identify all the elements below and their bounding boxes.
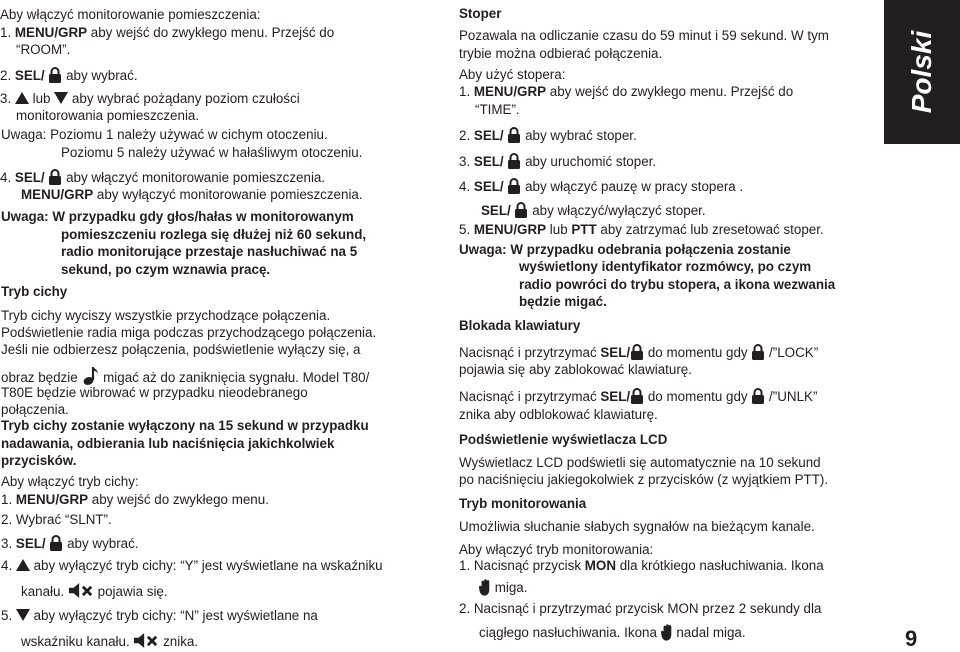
room-warning-line-1 bbox=[1, 209, 354, 225]
silent-text-4 bbox=[1, 366, 369, 386]
text-segment: 1. Nacisnąć przycisk bbox=[459, 558, 585, 573]
lock-icon bbox=[49, 535, 63, 551]
backlight-text-1 bbox=[459, 455, 821, 471]
text-segment: PTT bbox=[571, 222, 597, 237]
text-segment: monitorowania pomieszczenia. bbox=[16, 108, 200, 123]
text-segment: SEL/ bbox=[600, 345, 631, 360]
monitor-step-1 bbox=[459, 558, 824, 574]
lock-icon bbox=[751, 344, 765, 360]
keypad-lock-text-1 bbox=[459, 344, 818, 361]
text-segment: MENU/GRP bbox=[473, 84, 547, 99]
text-segment: po naciśnięciu jakiegokolwiek z przycisków (z wyjątkiem PTT). bbox=[459, 472, 829, 487]
stopwatch-intro bbox=[459, 67, 565, 83]
silent-text-3 bbox=[1, 342, 361, 358]
page-number: 9 bbox=[905, 626, 918, 651]
lock-icon bbox=[630, 388, 644, 404]
text-segment: Uwaga: W przypadku gdy głos/hałas w monitorowanym bbox=[1, 209, 354, 224]
text-segment: Stoper bbox=[459, 6, 502, 21]
monitor-mode-heading bbox=[459, 496, 586, 512]
silent-step-5-cont bbox=[21, 632, 198, 650]
text-segment: 1. bbox=[459, 84, 474, 99]
up-arrow-icon bbox=[15, 92, 29, 104]
monitor-step-1-cont bbox=[479, 578, 527, 596]
text-segment: 2. Nacisnąć i przytrzymać przycisk MON przez 2 sekundy dla bbox=[459, 601, 822, 616]
lock-icon bbox=[507, 127, 521, 143]
silent-step-4-cont bbox=[21, 582, 168, 600]
lock-icon bbox=[48, 67, 62, 83]
text-segment: trybie można odbierać połączenia. bbox=[459, 46, 663, 61]
silent-bold-1 bbox=[1, 418, 369, 434]
text-segment: Uwaga: W przypadku odebrania połączenia zostanie bbox=[459, 242, 791, 257]
text-segment: Aby włączyć monitorowanie pomieszczenia: bbox=[0, 7, 261, 22]
silent-bold-2 bbox=[1, 436, 334, 452]
silent-step-5 bbox=[1, 608, 318, 624]
silent-text-5 bbox=[1, 385, 308, 401]
text-segment: aby wyłączyć tryb cichy: “N” jest wyświetlane na bbox=[29, 608, 318, 623]
stopwatch-step-4-cont bbox=[481, 202, 706, 219]
silent-bold-3 bbox=[1, 453, 76, 469]
monitor-intro bbox=[459, 542, 653, 558]
text-segment: nadawania, odbierania lub naciśnięcia jakichkolwiek bbox=[1, 436, 335, 451]
text-segment: Aby użyć stopera: bbox=[459, 67, 566, 82]
text-segment: lub bbox=[28, 91, 55, 106]
text-segment: Podświetlenie wyświetlacza LCD bbox=[459, 432, 668, 447]
stopwatch-text-1 bbox=[459, 28, 829, 44]
text-segment: aby włączyć monitorowanie pomieszczenia. bbox=[62, 170, 326, 185]
stopwatch-step-1-cont bbox=[475, 102, 520, 118]
lock-icon bbox=[507, 153, 521, 169]
text-segment: Uwaga: Poziomu 1 należy używać w cichym otoczeniu. bbox=[1, 127, 328, 142]
text-segment: aby włączyć pauzę w pracy stopera . bbox=[521, 179, 744, 194]
text-segment: Jeśli nie odbierzesz połączenia, podświetlenie wyłączy się, a bbox=[1, 342, 361, 357]
room-step-4 bbox=[0, 169, 325, 186]
text-segment: obraz będzie bbox=[1, 370, 82, 385]
text-segment: wyświetlony identyfikator rozmówcy, po czym bbox=[519, 259, 812, 274]
music-note-icon bbox=[81, 366, 99, 386]
text-segment: MENU/GRP bbox=[473, 222, 547, 237]
text-segment: MENU/GRP bbox=[15, 492, 89, 507]
silent-text-1 bbox=[1, 308, 330, 324]
text-segment: Tryb cichy zostanie wyłączony na 15 sekund w przypadku bbox=[1, 418, 369, 433]
text-segment: aby wejść do zwykłego menu. Przejść do bbox=[87, 25, 335, 40]
text-segment: radio monitorujące przestaje nasłuchiwać na 5 bbox=[61, 244, 358, 259]
text-segment: aby wybrać stoper. bbox=[521, 128, 637, 143]
stopwatch-text-2 bbox=[459, 46, 662, 62]
text-segment: aby wyłączyć monitorowanie pomieszczenia. bbox=[93, 187, 363, 202]
text-segment: SEL/ bbox=[600, 389, 631, 404]
stopwatch-warning-2 bbox=[519, 259, 811, 275]
lock-icon bbox=[751, 388, 765, 404]
keypad-lock-heading bbox=[459, 318, 580, 334]
room-step-1 bbox=[0, 25, 334, 41]
room-warning-line-3 bbox=[61, 244, 357, 260]
language-tab bbox=[884, 0, 960, 144]
text-segment: 2. bbox=[459, 128, 474, 143]
text-segment: aby wejść do zwykłego menu. Przejść do bbox=[546, 84, 794, 99]
backlight-heading bbox=[459, 432, 667, 448]
text-segment: pomieszczeniu rozlega się dłużej niż 60 sekund, bbox=[61, 227, 367, 242]
room-note-level-5 bbox=[61, 145, 362, 161]
text-segment: kanału. bbox=[21, 584, 68, 599]
text-segment: SEL/ bbox=[14, 170, 49, 185]
silent-mode-heading bbox=[1, 284, 67, 300]
text-segment: sekund, po czym wznawia pracę. bbox=[61, 262, 271, 277]
room-warning-line-2 bbox=[61, 227, 366, 243]
text-segment: 4. bbox=[459, 179, 474, 194]
text-segment: Pozawala na odliczanie czasu do 59 minut i 59 sekund. W tym bbox=[459, 28, 829, 43]
text-segment: SEL/ bbox=[473, 154, 508, 169]
keypad-lock-text-2 bbox=[459, 362, 692, 378]
room-step-3-cont bbox=[16, 108, 199, 124]
room-monitor-intro bbox=[0, 7, 260, 23]
text-segment: dla krótkiego nasłuchiwania. Ikona bbox=[616, 558, 824, 573]
up-arrow-icon bbox=[16, 559, 30, 571]
text-segment: 5. bbox=[1, 608, 16, 623]
text-segment: aby uruchomić stoper. bbox=[521, 154, 657, 169]
monitor-text-1 bbox=[459, 519, 815, 535]
room-step-4-cont bbox=[21, 187, 363, 203]
stopwatch-step-5 bbox=[459, 222, 824, 238]
text-segment: SEL/ bbox=[481, 203, 515, 218]
text-segment: aby włączyć/wyłączyć stoper. bbox=[528, 203, 706, 218]
lock-icon bbox=[514, 202, 528, 218]
text-segment: Aby włączyć tryb monitorowania: bbox=[459, 542, 654, 557]
monitor-step-2 bbox=[459, 601, 821, 617]
text-segment: 5. bbox=[459, 222, 474, 237]
text-segment: MENU/GRP bbox=[14, 25, 88, 40]
room-note-level-1 bbox=[1, 127, 328, 143]
text-segment: miga. bbox=[491, 580, 528, 595]
text-segment: 1. bbox=[0, 25, 15, 40]
text-segment: 2. Wybrać “SLNT”. bbox=[1, 512, 112, 527]
text-segment: “ROOM”. bbox=[16, 42, 71, 57]
lock-icon bbox=[48, 169, 62, 185]
text-segment: połączenia. bbox=[1, 402, 69, 417]
text-segment: /”UNLK” bbox=[765, 389, 818, 404]
text-segment: SEL/ bbox=[473, 128, 508, 143]
text-segment: SEL/ bbox=[14, 68, 49, 83]
text-segment: 4. bbox=[0, 170, 15, 185]
backlight-text-2 bbox=[459, 472, 828, 488]
room-step-2 bbox=[0, 67, 138, 84]
text-segment: SEL/ bbox=[473, 179, 508, 194]
speaker-mute-icon bbox=[68, 582, 94, 599]
text-segment: przycisków. bbox=[1, 453, 77, 468]
text-segment: Podświetlenie radia miga podczas przychodzącego połączenia. bbox=[1, 325, 377, 340]
keypad-unlock-text-2 bbox=[459, 407, 658, 423]
text-segment: MENU/GRP bbox=[21, 187, 94, 202]
text-segment: do momentu gdy bbox=[644, 389, 752, 404]
text-segment: Poziomu 5 należy używać w hałaśliwym otoczeniu. bbox=[61, 145, 363, 160]
silent-step-4 bbox=[1, 558, 383, 574]
text-segment: Tryb cichy bbox=[1, 284, 68, 299]
room-step-1-cont bbox=[16, 42, 70, 58]
lock-icon bbox=[630, 344, 644, 360]
text-segment: nadal miga. bbox=[672, 625, 746, 640]
speaker-mute-icon bbox=[133, 632, 159, 649]
text-segment: aby wyłączyć tryb cichy: “Y” jest wyświetlane na wskaźniku bbox=[29, 558, 383, 573]
text-segment: do momentu gdy bbox=[644, 345, 752, 360]
text-segment: MON bbox=[584, 558, 617, 573]
stopwatch-warning-1 bbox=[459, 242, 791, 258]
lock-icon bbox=[507, 178, 521, 194]
text-segment: SEL/ bbox=[15, 536, 50, 551]
room-warning-line-4 bbox=[61, 262, 270, 278]
stopwatch-step-2 bbox=[459, 127, 637, 144]
language-tab-label: Polski bbox=[906, 30, 937, 114]
text-segment: 4. bbox=[1, 558, 16, 573]
text-segment: aby wybrać pożądany poziom czułości bbox=[68, 91, 300, 106]
text-segment: Nacisnąć i przytrzymać bbox=[459, 389, 601, 404]
text-segment: Aby włączyć tryb cichy: bbox=[1, 474, 139, 489]
stopwatch-step-1 bbox=[459, 84, 793, 100]
text-segment: aby wybrać. bbox=[62, 68, 138, 83]
text-segment: aby wybrać. bbox=[63, 536, 139, 551]
text-segment: Nacisnąć i przytrzymać bbox=[459, 345, 601, 360]
text-segment: ciągłego nasłuchiwania. Ikona bbox=[479, 625, 661, 640]
text-segment: migać aż do zaniknięcia sygnału. Model T80/ bbox=[99, 370, 370, 385]
stopwatch-warning-4 bbox=[519, 294, 607, 310]
keypad-unlock-text-1 bbox=[459, 388, 817, 405]
down-arrow-icon bbox=[54, 92, 68, 104]
text-segment: Umożliwia słuchanie słabych sygnałów na bieżącym kanale. bbox=[459, 519, 815, 534]
room-step-3 bbox=[0, 91, 300, 107]
silent-step-2 bbox=[1, 512, 112, 528]
text-segment: Tryb cichy wyciszy wszystkie przychodzące połączenia. bbox=[1, 308, 331, 323]
text-segment: “TIME”. bbox=[475, 102, 520, 117]
text-segment: radio powróci do trybu stopera, a ikona wezwania bbox=[519, 277, 836, 292]
monitor-step-2-cont bbox=[479, 623, 746, 641]
text-segment: pojawia się aby zablokować klawiaturę. bbox=[459, 362, 692, 377]
hand-icon bbox=[479, 578, 491, 596]
stopwatch-step-3 bbox=[459, 153, 656, 170]
text-segment: T80E będzie wibrować w przypadku nieodebranego bbox=[1, 385, 308, 400]
text-segment: 1. bbox=[1, 492, 16, 507]
text-segment: pojawia się. bbox=[93, 584, 168, 599]
text-segment: lub bbox=[546, 222, 572, 237]
text-segment: Wyświetlacz LCD podświetli się automatycznie na 10 sekund bbox=[459, 455, 821, 470]
text-segment: będzie migać. bbox=[519, 294, 607, 309]
text-segment: /”LOCK” bbox=[765, 345, 819, 360]
silent-text-6 bbox=[1, 402, 69, 418]
silent-howto-intro bbox=[1, 474, 139, 490]
stopwatch-warning-3 bbox=[519, 277, 835, 293]
text-segment: 3. bbox=[1, 536, 16, 551]
stopwatch-step-4 bbox=[459, 178, 743, 195]
stopwatch-heading bbox=[459, 6, 501, 22]
text-segment: znika. bbox=[159, 634, 199, 649]
text-segment: Tryb monitorowania bbox=[459, 496, 587, 511]
text-segment: aby wejść do zwykłego menu. bbox=[88, 492, 269, 507]
down-arrow-icon bbox=[16, 609, 30, 621]
text-segment: 3. bbox=[0, 91, 15, 106]
silent-text-2 bbox=[1, 325, 376, 341]
text-segment: Blokada klawiatury bbox=[459, 318, 581, 333]
silent-step-1 bbox=[1, 492, 269, 508]
text-segment: aby zatrzymać lub zresetować stoper. bbox=[596, 222, 824, 237]
text-segment: znika aby odblokować klawiaturę. bbox=[459, 407, 658, 422]
text-segment: 3. bbox=[459, 154, 474, 169]
hand-icon bbox=[661, 623, 673, 641]
silent-step-3 bbox=[1, 535, 139, 552]
text-segment: 2. bbox=[0, 68, 15, 83]
text-segment: wskaźniku kanału. bbox=[21, 634, 134, 649]
